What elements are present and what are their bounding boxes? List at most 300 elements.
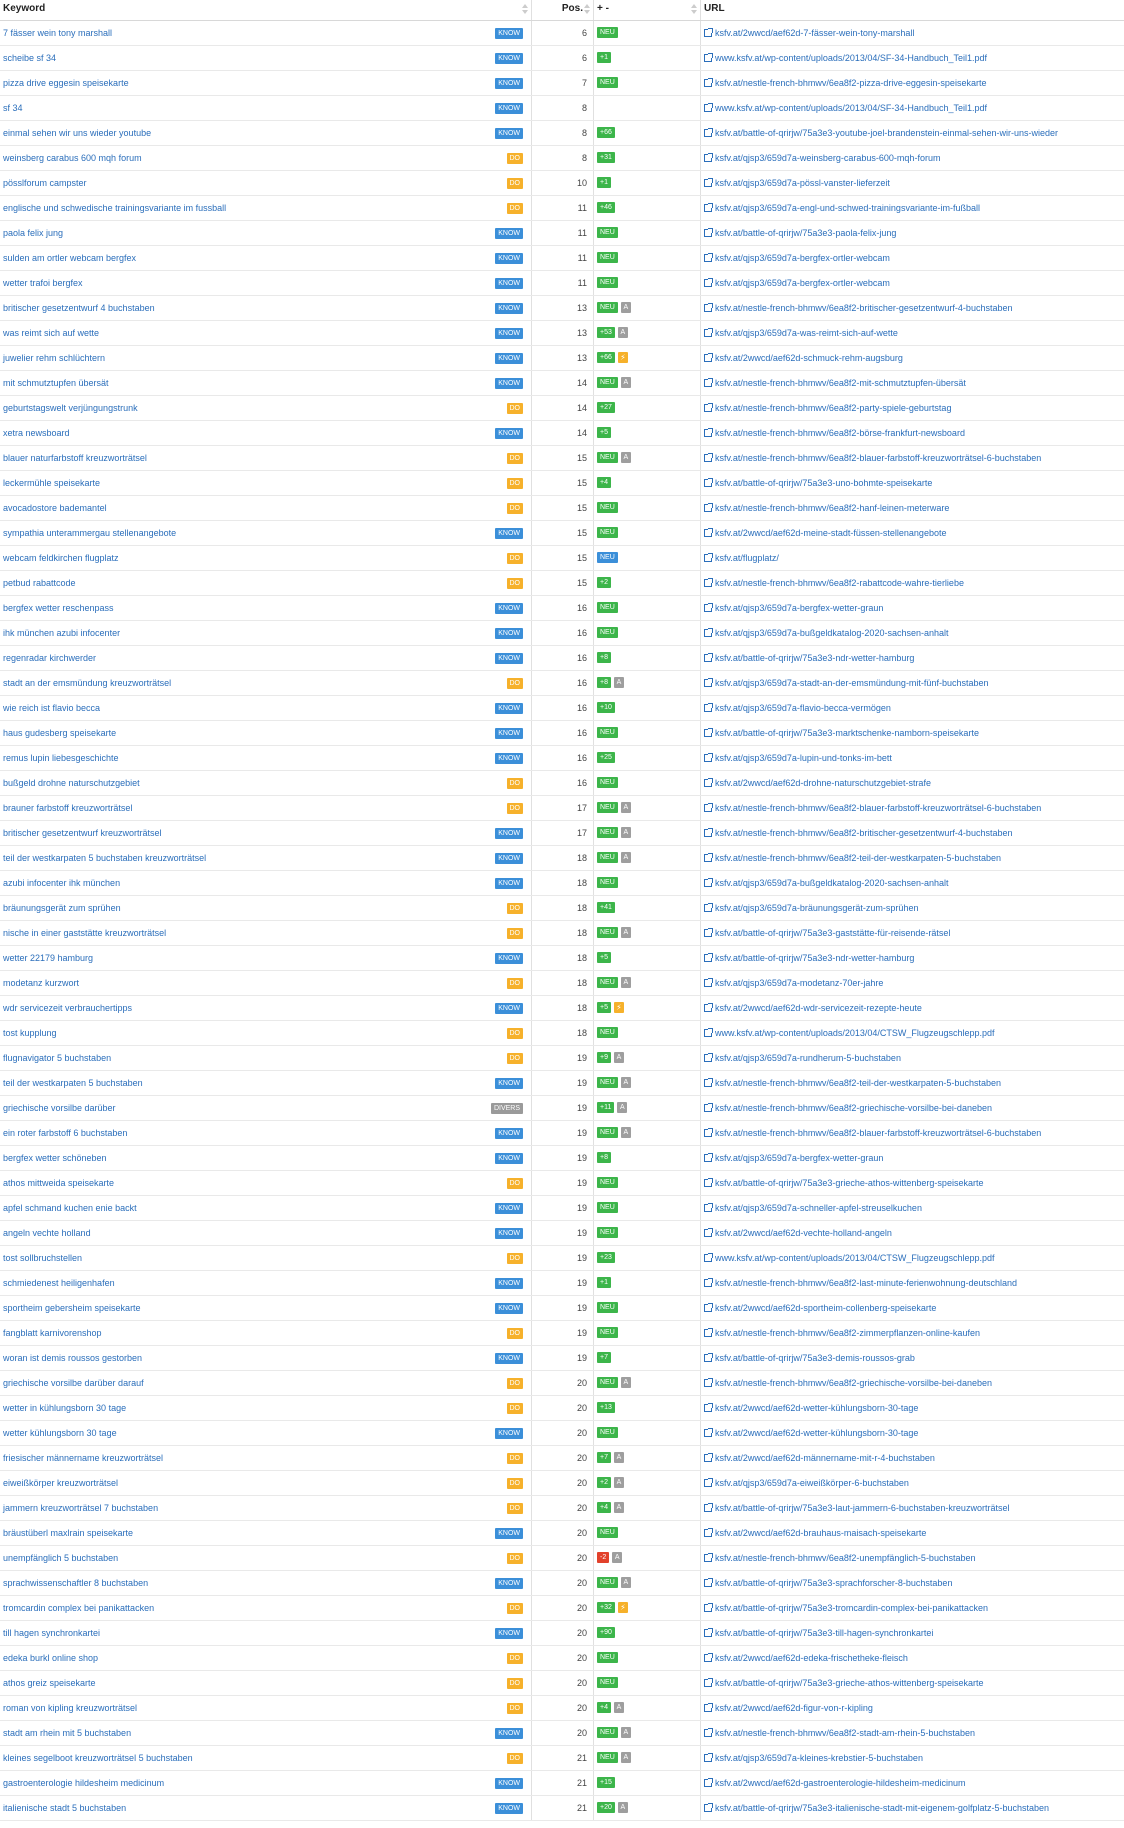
external-link-icon xyxy=(704,1354,712,1362)
url-cell[interactable] xyxy=(701,1471,1124,1495)
external-link-icon xyxy=(704,1479,712,1487)
keyword-link[interactable]: kleines segelboot kreuzworträtsel 5 buchstaben xyxy=(3,1753,193,1763)
keyword-link[interactable]: bußgeld drohne naturschutzgebiet xyxy=(3,778,140,788)
url-link[interactable]: www.ksfv.at/wp-content/uploads/2013/04/CTSW_Flugzeugschlepp.pdf xyxy=(715,1028,995,1038)
url-link[interactable]: ksfv.at/nestle-french-bhmwv/6ea8f2-börse-frankfurt-newsboard xyxy=(715,428,965,438)
url-link[interactable]: ksfv.at/qjsp3/659d7a-was-reimt-sich-auf-wette xyxy=(715,328,898,338)
keyword-link[interactable]: sulden am ortler webcam bergfex xyxy=(3,253,137,263)
url-cell[interactable] xyxy=(701,1271,1124,1295)
url-link[interactable]: ksfv.at/2wwcd/aef62d-männername-mit-r-4-buchstaben xyxy=(715,1453,935,1463)
keyword-link[interactable]: britischer gesetzentwurf kreuzworträtsel xyxy=(3,828,162,838)
url-link[interactable]: ksfv.at/battle-of-qrirjw/75a3e3-ndr-wetter-hamburg xyxy=(715,653,915,663)
change-badge: +4 xyxy=(597,477,611,488)
url-cell[interactable] xyxy=(701,1621,1124,1645)
url-link[interactable]: ksfv.at/qjsp3/659d7a-bergfex-wetter-graun xyxy=(715,1153,884,1163)
intent-badge: KNOW xyxy=(495,853,523,864)
url-cell[interactable] xyxy=(701,246,1124,270)
url-link[interactable]: ksfv.at/nestle-french-bhmwv/6ea8f2-griechische-vorsilbe-bei-daneben xyxy=(715,1378,992,1388)
url-link[interactable]: ksfv.at/nestle-french-bhmwv/6ea8f2-britischer-gesetzentwurf-4-buchstaben xyxy=(715,828,1013,838)
url-cell[interactable] xyxy=(701,1346,1124,1370)
url-link[interactable]: ksfv.at/qjsp3/659d7a-lupin-und-tonks-im-bett xyxy=(715,753,892,763)
url-cell[interactable] xyxy=(701,921,1124,945)
url-cell[interactable] xyxy=(701,571,1124,595)
url-link[interactable]: ksfv.at/2wwcd/aef62d-wetter-kühlungsborn-30-tage xyxy=(715,1403,919,1413)
url-link[interactable]: ksfv.at/qjsp3/659d7a-bräunungsgerät-zum-sprühen xyxy=(715,903,919,913)
keyword-link[interactable]: nische in einer gaststätte kreuzworträtsel xyxy=(3,928,167,938)
keyword-link[interactable]: englische und schwedische trainingsvariante im fussball xyxy=(3,203,227,213)
keyword-link[interactable]: modetanz kurzwort xyxy=(3,978,80,988)
header-pos[interactable] xyxy=(532,0,594,20)
table-row xyxy=(0,371,1124,396)
keyword-link[interactable]: haus gudesberg speisekarte xyxy=(3,728,117,738)
url-link[interactable]: ksfv.at/qjsp3/659d7a-modetanz-70er-jahre xyxy=(715,978,884,988)
url-link[interactable]: ksfv.at/battle-of-qrirjw/75a3e3-grieche-athos-wittenberg-speisekarte xyxy=(715,1178,984,1188)
url-link[interactable]: ksfv.at/2wwcd/aef62d-brauhaus-maisach-speisekarte xyxy=(715,1528,927,1538)
url-cell[interactable] xyxy=(701,1121,1124,1145)
change-badge: NEU xyxy=(597,1077,618,1088)
change-cell xyxy=(594,1271,701,1295)
keyword-link[interactable]: was reimt sich auf wette xyxy=(3,328,100,338)
keyword-link[interactable]: wdr servicezeit verbrauchertipps xyxy=(3,1003,133,1013)
url-cell[interactable] xyxy=(701,96,1124,120)
keyword-link[interactable]: tromcardin complex bei panikattacken xyxy=(3,1603,155,1613)
keyword-link[interactable]: sprachwissenschaftler 8 buchstaben xyxy=(3,1578,149,1588)
keyword-link[interactable]: webcam feldkirchen flugplatz xyxy=(3,553,119,563)
url-link[interactable]: ksfv.at/2wwcd/aef62d-7-fässer-wein-tony-marshall xyxy=(715,28,915,38)
external-link-icon xyxy=(704,979,712,987)
position-cell: 16 xyxy=(532,746,594,770)
url-cell[interactable] xyxy=(701,121,1124,145)
url-link[interactable]: ksfv.at/2wwcd/aef62d-vechte-holland-angeln xyxy=(715,1228,892,1238)
url-link[interactable]: ksfv.at/battle-of-qrirjw/75a3e3-gaststätte-für-reisende-rätsel xyxy=(715,928,951,938)
url-cell[interactable] xyxy=(701,1021,1124,1045)
external-link-icon xyxy=(704,1704,712,1712)
sort-icon[interactable] xyxy=(522,4,527,14)
keyword-link[interactable]: avocadostore bademantel xyxy=(3,503,107,513)
keyword-link[interactable]: stadt an der emsmündung kreuzworträtsel xyxy=(3,678,172,688)
keyword-link[interactable]: gastroenterologie hildesheim medicinum xyxy=(3,1778,165,1788)
url-cell[interactable] xyxy=(701,496,1124,520)
header-change[interactable] xyxy=(594,0,701,20)
external-link-icon xyxy=(704,1104,712,1112)
url-link[interactable]: ksfv.at/nestle-french-bhmwv/6ea8f2-pizza-drive-eggesin-speisekarte xyxy=(715,78,987,88)
url-cell[interactable] xyxy=(701,1296,1124,1320)
keyword-link[interactable]: edeka burkl online shop xyxy=(3,1653,99,1663)
url-link[interactable]: ksfv.at/qjsp3/659d7a-bergfex-ortler-webcam xyxy=(715,278,890,288)
url-link[interactable]: ksfv.at/nestle-french-bhmwv/6ea8f2-hanf-leinen-meterware xyxy=(715,503,950,513)
url-link[interactable]: ksfv.at/qjsp3/659d7a-eiweißkörper-6-buchstaben xyxy=(715,1478,909,1488)
table-row xyxy=(0,1771,1124,1796)
url-link[interactable]: ksfv.at/nestle-french-bhmwv/6ea8f2-teil-der-westkarpaten-5-buchstaben xyxy=(715,853,1001,863)
url-link[interactable]: ksfv.at/2wwcd/aef62d-edeka-frischetheke-fleisch xyxy=(715,1653,908,1663)
url-link[interactable]: ksfv.at/battle-of-qrirjw/75a3e3-uno-bohmte-speisekarte xyxy=(715,478,933,488)
url-cell[interactable] xyxy=(701,146,1124,170)
url-cell[interactable] xyxy=(701,1146,1124,1170)
keyword-link[interactable]: mit schmutztupfen übersät xyxy=(3,378,109,388)
position-cell: 14 xyxy=(532,371,594,395)
position-cell: 16 xyxy=(532,646,594,670)
keyword-link[interactable]: einmal sehen wir uns wieder youtube xyxy=(3,128,152,138)
position-cell: 19 xyxy=(532,1221,594,1245)
url-cell[interactable] xyxy=(701,721,1124,745)
url-link[interactable]: ksfv.at/nestle-french-bhmwv/6ea8f2-griechische-vorsilbe-bei-daneben xyxy=(715,1103,992,1113)
change-badge: NEU xyxy=(597,852,618,863)
change-cell xyxy=(594,646,701,670)
intent-badge: KNOW xyxy=(495,28,523,39)
table-row xyxy=(0,296,1124,321)
keyword-link[interactable]: apfel schmand kuchen enie backt xyxy=(3,1203,137,1213)
url-cell[interactable] xyxy=(701,1096,1124,1120)
url-cell[interactable] xyxy=(701,646,1124,670)
url-cell[interactable] xyxy=(701,421,1124,445)
url-cell[interactable] xyxy=(701,1521,1124,1545)
url-link[interactable]: ksfv.at/2wwcd/aef62d-meine-stadt-füssen-stellenangebote xyxy=(715,528,947,538)
external-link-icon xyxy=(704,1629,712,1637)
keyword-link[interactable]: teil der westkarpaten 5 buchstaben xyxy=(3,1078,143,1088)
keyword-link[interactable]: sportheim gebersheim speisekarte xyxy=(3,1303,141,1313)
url-cell[interactable] xyxy=(701,671,1124,695)
url-link[interactable]: ksfv.at/2wwcd/aef62d-gastroenterologie-hildesheim-medicinum xyxy=(715,1778,966,1788)
keyword-link[interactable]: tost sollbruchstellen xyxy=(3,1253,83,1263)
url-cell[interactable] xyxy=(701,71,1124,95)
answer-box-icon: A xyxy=(621,452,631,463)
url-cell[interactable] xyxy=(701,1696,1124,1720)
keyword-link[interactable]: flugnavigator 5 buchstaben xyxy=(3,1053,112,1063)
change-badge: NEU xyxy=(597,1377,618,1388)
keyword-link[interactable]: unempfänglich 5 buchstaben xyxy=(3,1553,119,1563)
url-link[interactable]: ksfv.at/nestle-french-bhmwv/6ea8f2-britischer-gesetzentwurf-4-buchstaben xyxy=(715,303,1013,313)
keyword-link[interactable]: bergfex wetter schöneben xyxy=(3,1153,107,1163)
keyword-link[interactable]: angeln vechte holland xyxy=(3,1228,91,1238)
keyword-link[interactable]: paola felix jung xyxy=(3,228,64,238)
url-link[interactable]: ksfv.at/qjsp3/659d7a-stadt-an-der-emsmündung-mit-fünf-buchstaben xyxy=(715,678,989,688)
url-cell[interactable] xyxy=(701,1221,1124,1245)
keyword-link[interactable]: azubi infocenter ihk münchen xyxy=(3,878,121,888)
url-cell[interactable] xyxy=(701,946,1124,970)
external-link-icon xyxy=(704,1554,712,1562)
change-cell xyxy=(594,521,701,545)
url-cell[interactable] xyxy=(701,1496,1124,1520)
url-link[interactable]: ksfv.at/battle-of-qrirjw/75a3e3-youtube-joel-brandenstein-einmal-sehen-wir-uns-wieder xyxy=(715,128,1058,138)
url-cell[interactable] xyxy=(701,596,1124,620)
change-badge: NEU xyxy=(597,602,618,613)
url-cell[interactable] xyxy=(701,46,1124,70)
keyword-link[interactable]: juwelier rehm schlüchtern xyxy=(3,353,106,363)
url-cell[interactable] xyxy=(701,1546,1124,1570)
change-badge: +5 xyxy=(597,952,611,963)
keyword-cell xyxy=(0,1071,532,1095)
change-cell xyxy=(594,246,701,270)
change-badge: -2 xyxy=(597,1552,609,1563)
url-cell[interactable] xyxy=(701,821,1124,845)
keyword-link[interactable]: leckermühle speisekarte xyxy=(3,478,101,488)
intent-badge: KNOW xyxy=(495,603,523,614)
url-cell[interactable] xyxy=(701,1421,1124,1445)
keyword-link[interactable]: wetter kühlungsborn 30 tage xyxy=(3,1428,117,1438)
header-keyword[interactable] xyxy=(0,0,532,20)
keyword-link[interactable]: wetter in kühlungsborn 30 tage xyxy=(3,1403,127,1413)
keyword-link[interactable]: athos greiz speisekarte xyxy=(3,1678,96,1688)
keyword-cell xyxy=(0,421,532,445)
external-link-icon xyxy=(704,279,712,287)
url-cell[interactable] xyxy=(701,621,1124,645)
url-link[interactable]: ksfv.at/nestle-french-bhmwv/6ea8f2-last-minute-ferienwohnung-deutschland xyxy=(715,1278,1017,1288)
url-link[interactable]: ksfv.at/battle-of-qrirjw/75a3e3-marktschenke-namborn-speisekarte xyxy=(715,728,979,738)
table-row xyxy=(0,1796,1124,1821)
url-link[interactable]: ksfv.at/qjsp3/659d7a-kleines-krebstier-5-buchstaben xyxy=(715,1753,923,1763)
url-link[interactable]: ksfv.at/battle-of-qrirjw/75a3e3-tromcardin-complex-bei-panikattacken xyxy=(715,1603,988,1613)
url-link[interactable]: ksfv.at/nestle-french-bhmwv/6ea8f2-blauer-farbstoff-kreuzworträtsel-6-buchstaben xyxy=(715,803,1042,813)
table-row xyxy=(0,1046,1124,1071)
external-link-icon xyxy=(704,354,712,362)
keyword-link[interactable]: athos mittweida speisekarte xyxy=(3,1178,115,1188)
keyword-link[interactable]: blauer naturfarbstoff kreuzworträtsel xyxy=(3,453,147,463)
intent-badge: DO xyxy=(507,453,524,464)
url-cell[interactable] xyxy=(701,446,1124,470)
keyword-link[interactable]: griechische vorsilbe darüber xyxy=(3,1103,116,1113)
url-link[interactable]: ksfv.at/nestle-french-bhmwv/6ea8f2-rabattcode-wahre-tierliebe xyxy=(715,578,964,588)
keyword-link[interactable]: stadt am rhein mit 5 buchstaben xyxy=(3,1728,132,1738)
keyword-link[interactable]: geburtstagswelt verjüngungstrunk xyxy=(3,403,138,413)
position-cell: 10 xyxy=(532,171,594,195)
url-link[interactable]: ksfv.at/battle-of-qrirjw/75a3e3-sprachforscher-8-buchstaben xyxy=(715,1578,953,1588)
url-cell[interactable] xyxy=(701,346,1124,370)
url-cell[interactable] xyxy=(701,1671,1124,1695)
change-cell xyxy=(594,721,701,745)
keyword-link[interactable]: wetter 22179 hamburg xyxy=(3,953,94,963)
url-cell[interactable] xyxy=(701,1771,1124,1795)
keyword-link[interactable]: woran ist demis roussos gestorben xyxy=(3,1353,143,1363)
url-link[interactable]: ksfv.at/battle-of-qrirjw/75a3e3-till-hagen-synchronkartei xyxy=(715,1628,934,1638)
change-badge: +23 xyxy=(597,1252,615,1263)
table-row xyxy=(0,446,1124,471)
url-cell[interactable] xyxy=(701,221,1124,245)
external-link-icon xyxy=(704,1254,712,1262)
header-url[interactable] xyxy=(701,0,1124,20)
url-cell[interactable] xyxy=(701,1646,1124,1670)
keyword-link[interactable]: weinsberg carabus 600 mqh forum xyxy=(3,153,142,163)
intent-badge: DO xyxy=(507,1328,524,1339)
url-cell[interactable] xyxy=(701,1796,1124,1820)
table-row xyxy=(0,521,1124,546)
url-cell[interactable] xyxy=(701,746,1124,770)
keyword-link[interactable]: jammern kreuzworträtsel 7 buchstaben xyxy=(3,1503,159,1513)
keyword-link[interactable]: sf 34 xyxy=(3,103,23,113)
url-cell[interactable] xyxy=(701,1396,1124,1420)
keyword-link[interactable]: pösslforum campster xyxy=(3,178,87,188)
intent-badge: KNOW xyxy=(495,328,523,339)
keyword-link[interactable]: bräustüberl maxlrain speisekarte xyxy=(3,1528,134,1538)
external-link-icon xyxy=(704,879,712,887)
url-cell[interactable] xyxy=(701,21,1124,45)
url-link[interactable]: ksfv.at/nestle-french-bhmwv/6ea8f2-blauer-farbstoff-kreuzworträtsel-6-buchstaben xyxy=(715,453,1042,463)
keyword-link[interactable]: eiweißkörper kreuzworträtsel xyxy=(3,1478,119,1488)
url-cell[interactable] xyxy=(701,371,1124,395)
position-cell: 6 xyxy=(532,21,594,45)
intent-badge: DO xyxy=(507,803,524,814)
intent-badge: KNOW xyxy=(495,1128,523,1139)
keyword-link[interactable]: roman von kipling kreuzworträtsel xyxy=(3,1703,138,1713)
url-link[interactable]: ksfv.at/nestle-french-bhmwv/6ea8f2-blauer-farbstoff-kreuzworträtsel-6-buchstaben xyxy=(715,1128,1042,1138)
url-link[interactable]: ksfv.at/battle-of-qrirjw/75a3e3-paola-felix-jung xyxy=(715,228,897,238)
url-cell[interactable] xyxy=(701,971,1124,995)
url-cell[interactable] xyxy=(701,846,1124,870)
url-link[interactable]: ksfv.at/qjsp3/659d7a-pössl-vanster-lieferzeit xyxy=(715,178,890,188)
keyword-cell xyxy=(0,1796,532,1820)
url-link[interactable]: ksfv.at/battle-of-qrirjw/75a3e3-demis-roussos-grab xyxy=(715,1353,915,1363)
url-link[interactable]: www.ksfv.at/wp-content/uploads/2013/04/SF-34-Handbuch_Teil1.pdf xyxy=(715,53,987,63)
url-cell[interactable] xyxy=(701,696,1124,720)
keyword-link[interactable]: brauner farbstoff kreuzworträtsel xyxy=(3,803,133,813)
url-link[interactable]: ksfv.at/battle-of-qrirjw/75a3e3-ndr-wetter-hamburg xyxy=(715,953,915,963)
change-badge: +1 xyxy=(597,52,611,63)
position-cell: 18 xyxy=(532,921,594,945)
url-cell[interactable] xyxy=(701,546,1124,570)
url-cell[interactable] xyxy=(701,1046,1124,1070)
url-link[interactable]: ksfv.at/qjsp3/659d7a-engl-und-schwed-trainingsvariante-im-fußball xyxy=(715,203,980,213)
intent-badge: KNOW xyxy=(495,1003,523,1014)
url-cell[interactable] xyxy=(701,1246,1124,1270)
url-link[interactable]: ksfv.at/2wwcd/aef62d-sportheim-collenberg-speisekarte xyxy=(715,1303,937,1313)
keyword-cell xyxy=(0,496,532,520)
keyword-link[interactable]: teil der westkarpaten 5 buchstaben kreuzworträtsel xyxy=(3,853,207,863)
keyword-link[interactable]: pizza drive eggesin speisekarte xyxy=(3,78,129,88)
keyword-link[interactable]: remus lupin liebesgeschichte xyxy=(3,753,119,763)
external-link-icon xyxy=(704,529,712,537)
url-cell[interactable] xyxy=(701,171,1124,195)
external-link-icon xyxy=(704,1504,712,1512)
keyword-link[interactable]: wetter trafoi bergfex xyxy=(3,278,83,288)
keyword-link[interactable]: fangblatt karnivorenshop xyxy=(3,1328,102,1338)
keyword-link[interactable]: xetra newsboard xyxy=(3,428,70,438)
url-link[interactable]: ksfv.at/nestle-french-bhmwv/6ea8f2-mit-schmutztupfen-übersät xyxy=(715,378,966,388)
url-cell[interactable] xyxy=(701,396,1124,420)
url-link[interactable]: ksfv.at/2wwcd/aef62d-wetter-kühlungsborn-30-tage xyxy=(715,1428,919,1438)
table-row xyxy=(0,1171,1124,1196)
url-cell[interactable] xyxy=(701,1721,1124,1745)
table-row xyxy=(0,1096,1124,1121)
keyword-link[interactable]: ein roter farbstoff 6 buchstaben xyxy=(3,1128,128,1138)
url-cell[interactable] xyxy=(701,871,1124,895)
url-link[interactable]: ksfv.at/qjsp3/659d7a-rundherum-5-buchstaben xyxy=(715,1053,901,1063)
url-link[interactable]: ksfv.at/qjsp3/659d7a-schneller-apfel-streuselkuchen xyxy=(715,1203,922,1213)
url-link[interactable]: ksfv.at/2wwcd/aef62d-figur-von-r-kipling xyxy=(715,1703,873,1713)
url-link[interactable]: ksfv.at/battle-of-qrirjw/75a3e3-grieche-athos-wittenberg-speisekarte xyxy=(715,1678,984,1688)
keyword-cell xyxy=(0,1046,532,1070)
external-link-icon xyxy=(704,204,712,212)
url-link[interactable]: ksfv.at/qjsp3/659d7a-bergfex-wetter-graun xyxy=(715,603,884,613)
url-link[interactable]: www.ksfv.at/wp-content/uploads/2013/04/SF-34-Handbuch_Teil1.pdf xyxy=(715,103,987,113)
sort-icon[interactable] xyxy=(691,4,696,14)
url-link[interactable]: ksfv.at/battle-of-qrirjw/75a3e3-italienische-stadt-mit-eigenem-golfplatz-5-buchstaben xyxy=(715,1803,1049,1813)
url-link[interactable]: ksfv.at/2wwcd/aef62d-schmuck-rehm-augsburg xyxy=(715,353,903,363)
url-link[interactable]: ksfv.at/qjsp3/659d7a-bußgeldkatalog-2020-sachsen-anhalt xyxy=(715,628,949,638)
sort-icon[interactable] xyxy=(584,4,589,14)
intent-badge: KNOW xyxy=(495,1578,523,1589)
url-link[interactable]: www.ksfv.at/wp-content/uploads/2013/04/CTSW_Flugzeugschlepp.pdf xyxy=(715,1253,995,1263)
url-cell[interactable] xyxy=(701,321,1124,345)
url-cell[interactable] xyxy=(701,521,1124,545)
url-cell[interactable] xyxy=(701,471,1124,495)
url-link[interactable]: ksfv.at/nestle-french-bhmwv/6ea8f2-party-spiele-geburtstag xyxy=(715,403,952,413)
url-link[interactable]: ksfv.at/2wwcd/aef62d-wdr-servicezeit-rezepte-heute xyxy=(715,1003,922,1013)
keyword-link[interactable]: wie reich ist flavio becca xyxy=(3,703,101,713)
url-link[interactable]: ksfv.at/qjsp3/659d7a-weinsberg-carabus-600-mqh-forum xyxy=(715,153,941,163)
url-link[interactable]: ksfv.at/flugplatz/ xyxy=(715,553,779,563)
keyword-link[interactable]: 7 fässer wein tony marshall xyxy=(3,28,113,38)
keyword-link[interactable]: sympathia unterammergau stellenangebote xyxy=(3,528,177,538)
url-link[interactable]: ksfv.at/qjsp3/659d7a-bergfex-ortler-webcam xyxy=(715,253,890,263)
keyword-link[interactable]: schmiedenest heiligenhafen xyxy=(3,1278,115,1288)
keyword-link[interactable]: italienische stadt 5 buchstaben xyxy=(3,1803,127,1813)
position-cell: 15 xyxy=(532,546,594,570)
url-cell[interactable] xyxy=(701,196,1124,220)
position-cell: 13 xyxy=(532,321,594,345)
url-link[interactable]: ksfv.at/qjsp3/659d7a-flavio-becca-vermögen xyxy=(715,703,891,713)
url-link[interactable]: ksfv.at/nestle-french-bhmwv/6ea8f2-unempfänglich-5-buchstaben xyxy=(715,1553,976,1563)
keyword-link[interactable]: tost kupplung xyxy=(3,1028,57,1038)
external-link-icon xyxy=(704,329,712,337)
url-cell[interactable] xyxy=(701,1371,1124,1395)
url-cell[interactable] xyxy=(701,796,1124,820)
change-cell xyxy=(594,1646,701,1670)
url-cell[interactable] xyxy=(701,1596,1124,1620)
keyword-link[interactable]: britischer gesetzentwurf 4 buchstaben xyxy=(3,303,155,313)
keyword-link[interactable]: bräunungsgerät zum sprühen xyxy=(3,903,121,913)
change-badge: NEU xyxy=(597,1127,618,1138)
url-cell[interactable] xyxy=(701,1071,1124,1095)
url-link[interactable]: ksfv.at/qjsp3/659d7a-bußgeldkatalog-2020-sachsen-anhalt xyxy=(715,878,949,888)
url-cell[interactable] xyxy=(701,1571,1124,1595)
keyword-link[interactable]: bergfex wetter reschenpass xyxy=(3,603,114,613)
url-cell[interactable] xyxy=(701,771,1124,795)
keyword-link[interactable]: friesischer männername kreuzworträtsel xyxy=(3,1453,164,1463)
table-row xyxy=(0,621,1124,646)
intent-badge: DO xyxy=(507,1703,524,1714)
url-link[interactable]: ksfv.at/nestle-french-bhmwv/6ea8f2-teil-der-westkarpaten-5-buchstaben xyxy=(715,1078,1001,1088)
table-row xyxy=(0,1621,1124,1646)
url-cell[interactable] xyxy=(701,896,1124,920)
url-cell[interactable] xyxy=(701,1196,1124,1220)
change-cell xyxy=(594,1321,701,1345)
change-cell xyxy=(594,96,701,120)
url-link[interactable]: ksfv.at/nestle-french-bhmwv/6ea8f2-zimmerpflanzen-online-kaufen xyxy=(715,1328,980,1338)
url-link[interactable]: ksfv.at/nestle-french-bhmwv/6ea8f2-stadt-am-rhein-5-buchstaben xyxy=(715,1728,975,1738)
url-cell[interactable] xyxy=(701,1321,1124,1345)
url-cell[interactable] xyxy=(701,996,1124,1020)
position-cell: 16 xyxy=(532,621,594,645)
change-badge: +90 xyxy=(597,1627,615,1638)
keyword-cell xyxy=(0,1446,532,1470)
position-cell: 20 xyxy=(532,1646,594,1670)
keyword-link[interactable]: petbud rabattcode xyxy=(3,578,76,588)
keyword-link[interactable]: griechische vorsilbe darüber darauf xyxy=(3,1378,144,1388)
keyword-link[interactable]: regenradar kirchwerder xyxy=(3,653,97,663)
keyword-cell xyxy=(0,971,532,995)
keyword-link[interactable]: ihk münchen azubi infocenter xyxy=(3,628,121,638)
url-cell[interactable] xyxy=(701,271,1124,295)
url-cell[interactable] xyxy=(701,296,1124,320)
url-link[interactable]: ksfv.at/2wwcd/aef62d-drohne-naturschutzgebiet-strafe xyxy=(715,778,931,788)
position-cell: 19 xyxy=(532,1071,594,1095)
keyword-link[interactable]: till hagen synchronkartei xyxy=(3,1628,101,1638)
url-link[interactable]: ksfv.at/battle-of-qrirjw/75a3e3-laut-jammern-6-buchstaben-kreuzworträtsel xyxy=(715,1503,1010,1513)
url-cell[interactable] xyxy=(701,1746,1124,1770)
url-cell[interactable] xyxy=(701,1171,1124,1195)
url-cell[interactable] xyxy=(701,1446,1124,1470)
intent-badge: DO xyxy=(507,903,524,914)
keyword-link[interactable]: scheibe sf 34 xyxy=(3,53,57,63)
